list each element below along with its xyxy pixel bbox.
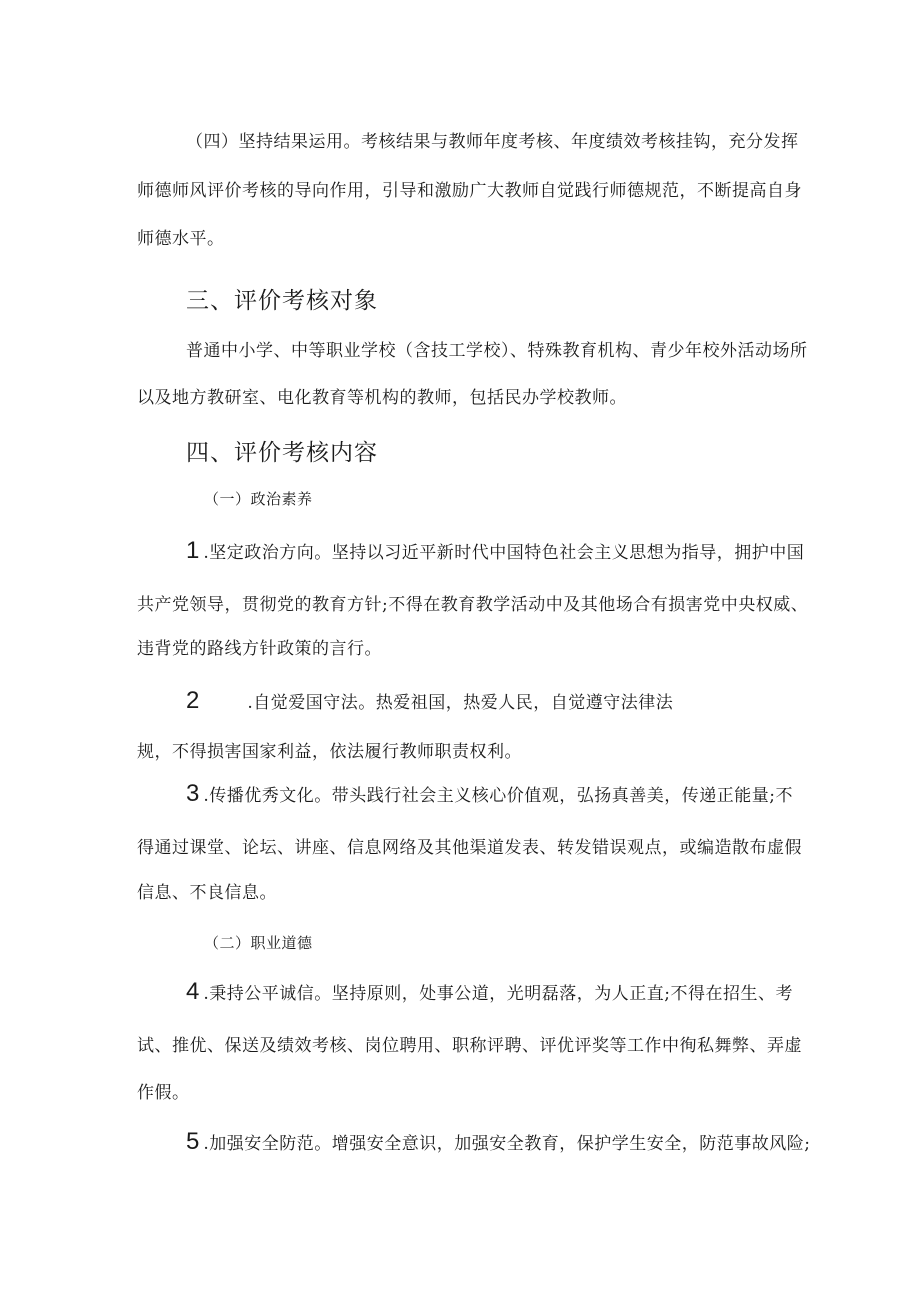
- paragraph-four-line-3: 师德水平。: [137, 229, 225, 249]
- item-2-text: .自觉爱国守法。热爱祖国，热爱人民，自觉遵守法律法: [247, 693, 674, 713]
- heading-evaluation-objects: 三、评价考核对象: [186, 288, 378, 314]
- item-5-line-1: [186, 1128, 811, 1156]
- item-4-text: .秉持公平诚信。坚持原则，处事公道，光明磊落，为人正直;不得在招生、考: [203, 984, 793, 1004]
- item-1-line-2: 共产党领导，贯彻党的教育方针;不得在教育教学活动中及其他场合有损害党中央权威、: [137, 595, 809, 615]
- subheading-professional-ethics: （二）职业道德: [204, 934, 313, 952]
- item-3-line-2: 得通过课堂、论坛、讲座、信息网络及其他渠道发表、转发错误观点，或编造散布虚假: [137, 838, 802, 858]
- item-4-line-1: [186, 978, 793, 1006]
- paragraph-four-line-1: （四）坚持结果运用。考核结果与教师年度考核、年度绩效考核挂钩，充分发挥: [186, 132, 799, 152]
- item-4-number: 4: [186, 978, 200, 1005]
- item-4-line-3: 作假。: [137, 1083, 190, 1103]
- item-3-text: .传播优秀文化。带头践行社会主义核心价值观，弘扬真善美，传递正能量;不: [203, 786, 793, 806]
- item-2-line-1: [186, 687, 673, 715]
- subheading-political-quality: （一）政治素养: [204, 490, 313, 508]
- paragraph-four-line-2: 师德师风评价考核的导向作用，引导和激励广大教师自觉践行师德规范，不断提高自身: [137, 181, 802, 201]
- item-3-number: 3: [186, 780, 200, 807]
- objects-paragraph-line-1: 普通中小学、中等职业学校（含技工学校）、特殊教育机构、青少年校外活动场所: [186, 341, 808, 361]
- item-2-line-2: 规，不得损害国家利益，依法履行教师职责权利。: [137, 742, 522, 762]
- item-1-number: 1: [186, 537, 200, 564]
- item-4-line-2: 试、推优、保送及绩效考核、岗位聘用、职称评聘、评优评奖等工作中徇私舞弊、弄虚: [137, 1036, 802, 1056]
- heading-evaluation-content: 四、评价考核内容: [186, 440, 378, 466]
- item-3-line-1: [186, 780, 793, 808]
- item-3-line-3: 信息、不良信息。: [137, 883, 277, 903]
- item-1-line-3: 违背党的路线方针政策的言行。: [137, 639, 382, 659]
- item-1-line-1: [186, 537, 804, 565]
- item-5-number: 5: [186, 1128, 200, 1155]
- item-2-number: 2: [186, 687, 200, 714]
- item-5-text: .加强安全防范。增强安全意识，加强安全教育，保护学生安全，防范事故风险;: [203, 1134, 811, 1154]
- item-1-text: .坚定政治方向。坚持以习近平新时代中国特色社会主义思想为指导，拥护中国: [203, 543, 805, 563]
- objects-paragraph-line-2: 以及地方教研室、电化教育等机构的教师，包括民办学校教师。: [137, 388, 627, 408]
